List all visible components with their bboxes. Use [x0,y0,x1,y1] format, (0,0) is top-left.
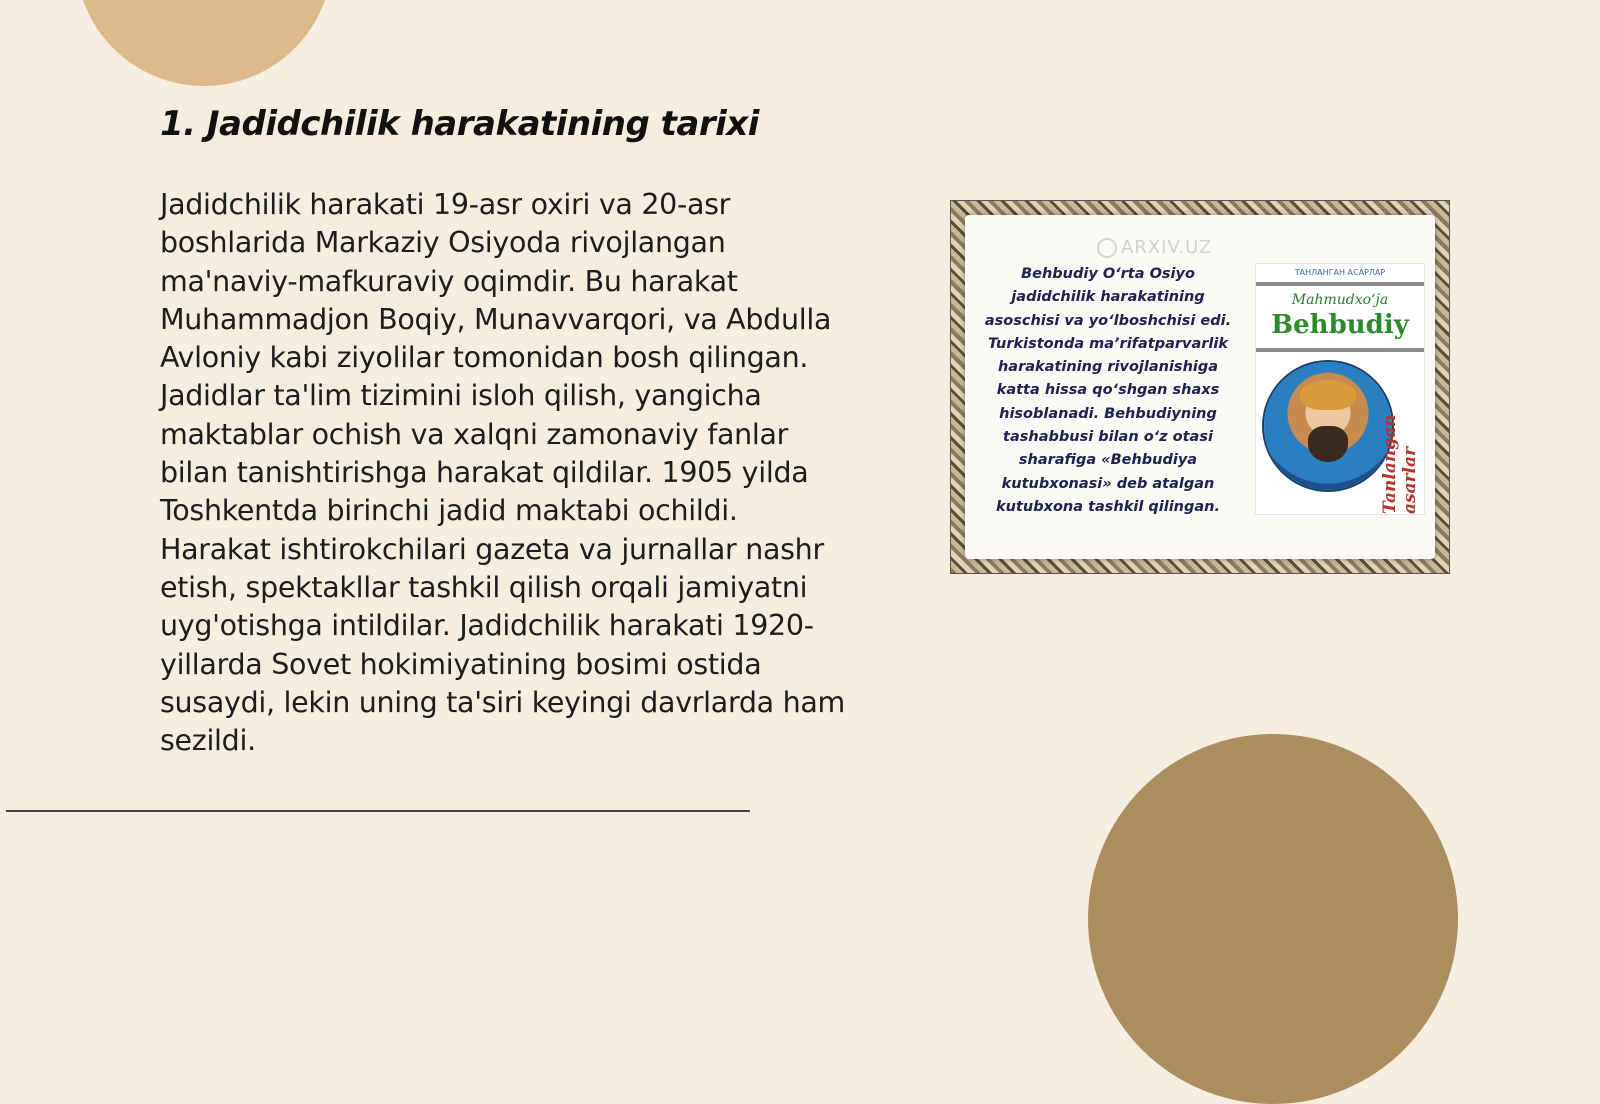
portrait-beard [1308,426,1348,462]
portrait-image [1264,362,1392,490]
watermark-logo-icon [1097,238,1117,258]
watermark-text: ARXIV.UZ [1121,237,1213,258]
decorative-circle-top [76,0,332,86]
book-author: Mahmudxo‘ja [1291,292,1389,308]
slide-body-text: Jadidchilik harakati 19-asr oxiri va 20-asr boshlarida Markaziy Osiyoda rivojlangan ma'naviy-mafkuraviy oqimdir. Bu harakat Muhammadjon Boqiy, Munavvarqori, va Abdulla Avloniy kabi ziyolilar tomonidan bosh qilingan. Jadidlar ta'lim tizimini isloh qilish, yangicha maktablar ochish va xalqni zamonaviy fanlar bilan tanishtirishga harakat qildilar. 1905 yilda Toshkentda birinchi jadid maktabi ochildi. Harakat ishtirokchilari gazeta va jurnallar nashr etish, spektakllar tashkil qilish orqali jamiyatni uyg'otishga intildilar. Jadidchilik harakati 1920-yillarda Sovet hokimiyatining bosimi ostida susaydi, lekin uning ta'siri keyingi davrlarda ham sezildi. [160,188,845,758]
book-name: Behbudiy [1271,310,1409,340]
image-caption: Behbudiy O‘rta Osiyo jadidchilik harakatining asoschisi va yo‘lboshchisi edi. Turkistonda ma’rifatparvarlik harakatining rivojlanishiga katta hissa qo‘shgan shaxs hisoblanadi. Behbudiyning tashabbusi bilan o‘z otasi sharafiga «Behbudiya kutubxonasi» deb atalgan kutubxona tashkil qilingan. [984,266,1232,515]
book-top-rule [1256,282,1424,286]
decorative-circle-bottom [1088,734,1458,1104]
book-mid-rule [1256,348,1424,352]
book-spine-text: Tanlangan asarlar [1380,414,1420,514]
portrait-turban [1300,380,1356,410]
book-cover [1255,263,1425,515]
divider-line [6,810,750,812]
image-card [965,215,1435,559]
slide-title: 1. Jadidchilik harakatining tarixi [160,104,759,144]
watermark [1097,237,1212,258]
book-small-text: ТАНЛАНГАН АСАРЛАР [1294,268,1386,277]
behbudiy-image [950,200,1450,574]
